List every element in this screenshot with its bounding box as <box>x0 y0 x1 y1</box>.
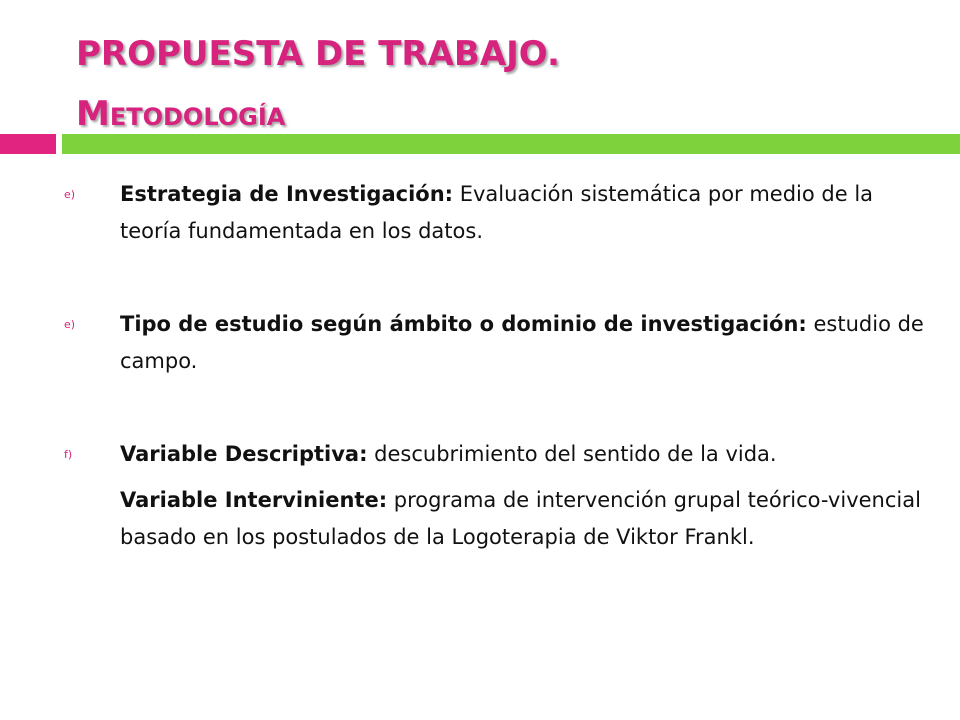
item-text: descubrimiento del sentido de la vida. <box>367 442 777 466</box>
item-term: Estrategia de Investigación: <box>120 182 454 206</box>
item-term: Variable Descriptiva: <box>120 442 368 466</box>
list-marker: f) <box>64 448 73 461</box>
list-item <box>64 176 924 250</box>
item-text: Evaluación sistemática por medio de la teoría fundamentada en los datos. <box>120 182 874 243</box>
slide-title <box>76 24 560 144</box>
slide-title-line1: PROPUESTA DE TRABAJO. <box>76 34 560 74</box>
list-item <box>64 436 924 473</box>
list-marker: e) <box>64 318 76 331</box>
slide-body <box>64 176 924 556</box>
list-marker: e) <box>64 188 76 201</box>
list-item <box>64 306 924 380</box>
item-term: Variable Interviniente: <box>120 488 388 512</box>
slide-title-line2: Metodología <box>76 94 286 134</box>
list-item <box>64 482 924 556</box>
item-term: Tipo de estudio según ámbito o dominio de investigación: <box>120 312 807 336</box>
pink-accent-bar <box>0 134 56 154</box>
green-accent-bar <box>62 134 960 154</box>
item-text: estudio de campo. <box>120 312 924 373</box>
item-text: programa de intervención grupal teórico-vivencial basado en los postulados de la Logoterapia de Viktor Frankl. <box>120 488 921 549</box>
